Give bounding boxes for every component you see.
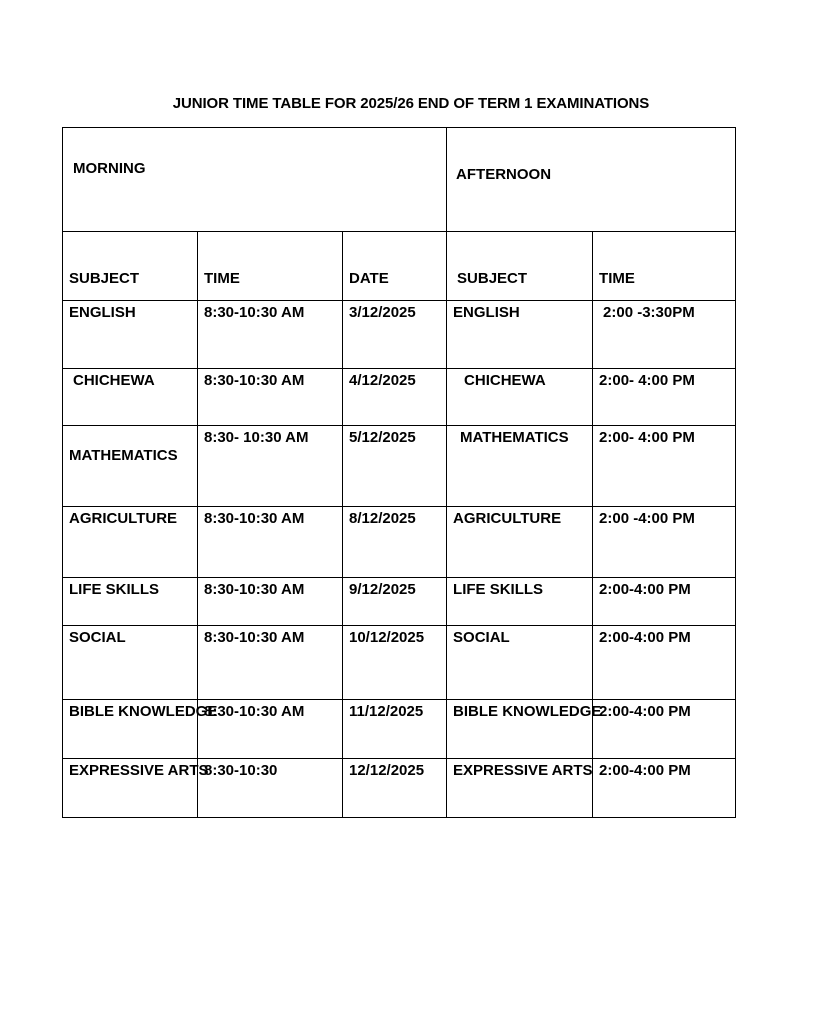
pm-time-cell: 2:00-4:00 PM <box>593 626 736 700</box>
am-subject-cell: BIBLE KNOWLEDGE <box>63 700 198 759</box>
am-subject-cell: EXPRESSIVE ARTS <box>63 759 198 818</box>
morning-section-label: MORNING <box>63 128 447 232</box>
pm-subject-cell: MATHEMATICS <box>447 426 593 507</box>
table-row <box>63 759 736 818</box>
am-subject-cell: CHICHEWA <box>63 369 198 426</box>
table-row <box>63 578 736 626</box>
header-row <box>63 232 736 301</box>
afternoon-section-label: AFTERNOON <box>447 128 736 232</box>
pm-subject-cell: AGRICULTURE <box>447 507 593 578</box>
date-cell: 4/12/2025 <box>343 369 447 426</box>
header-pm-time: TIME <box>593 232 736 301</box>
am-subject-cell: ENGLISH <box>63 301 198 369</box>
exam-timetable <box>62 127 736 818</box>
table-row <box>63 426 736 507</box>
date-cell: 5/12/2025 <box>343 426 447 507</box>
pm-time-cell: 2:00-4:00 PM <box>593 578 736 626</box>
pm-time-cell: 2:00- 4:00 PM <box>593 426 736 507</box>
pm-subject-cell: EXPRESSIVE ARTS <box>447 759 593 818</box>
pm-subject-cell: CHICHEWA <box>447 369 593 426</box>
pm-time-cell: 2:00 -3:30PM <box>593 301 736 369</box>
am-time-cell: 8:30-10:30 AM <box>198 700 343 759</box>
am-time-cell: 8:30-10:30 AM <box>198 507 343 578</box>
date-cell: 8/12/2025 <box>343 507 447 578</box>
am-time-cell: 8:30- 10:30 AM <box>198 426 343 507</box>
pm-time-cell: 2:00-4:00 PM <box>593 700 736 759</box>
pm-time-cell: 2:00 -4:00 PM <box>593 507 736 578</box>
table-row <box>63 626 736 700</box>
date-cell: 12/12/2025 <box>343 759 447 818</box>
pm-subject-cell: ENGLISH <box>447 301 593 369</box>
am-time-cell: 8:30-10:30 AM <box>198 369 343 426</box>
am-time-cell: 8:30-10:30 <box>198 759 343 818</box>
header-date: DATE <box>343 232 447 301</box>
header-pm-subject: SUBJECT <box>447 232 593 301</box>
am-time-cell: 8:30-10:30 AM <box>198 301 343 369</box>
table-row <box>63 507 736 578</box>
table-row <box>63 369 736 426</box>
pm-subject-cell: BIBLE KNOWLEDGE <box>447 700 593 759</box>
date-cell: 9/12/2025 <box>343 578 447 626</box>
am-subject-cell: SOCIAL <box>63 626 198 700</box>
pm-subject-cell: SOCIAL <box>447 626 593 700</box>
am-subject-cell: AGRICULTURE <box>63 507 198 578</box>
am-subject-cell: MATHEMATICS <box>63 426 198 507</box>
am-time-cell: 8:30-10:30 AM <box>198 626 343 700</box>
pm-time-cell: 2:00-4:00 PM <box>593 759 736 818</box>
table-row <box>63 301 736 369</box>
header-time: TIME <box>198 232 343 301</box>
page-title: JUNIOR TIME TABLE FOR 2025/26 END OF TERM 1 EXAMINATIONS <box>172 95 650 112</box>
pm-time-cell: 2:00- 4:00 PM <box>593 369 736 426</box>
section-row <box>63 128 736 232</box>
date-cell: 11/12/2025 <box>343 700 447 759</box>
table-row <box>63 700 736 759</box>
am-time-cell: 8:30-10:30 AM <box>198 578 343 626</box>
date-cell: 10/12/2025 <box>343 626 447 700</box>
header-subject: SUBJECT <box>63 232 198 301</box>
date-cell: 3/12/2025 <box>343 301 447 369</box>
pm-subject-cell: LIFE SKILLS <box>447 578 593 626</box>
am-subject-cell: LIFE SKILLS <box>63 578 198 626</box>
